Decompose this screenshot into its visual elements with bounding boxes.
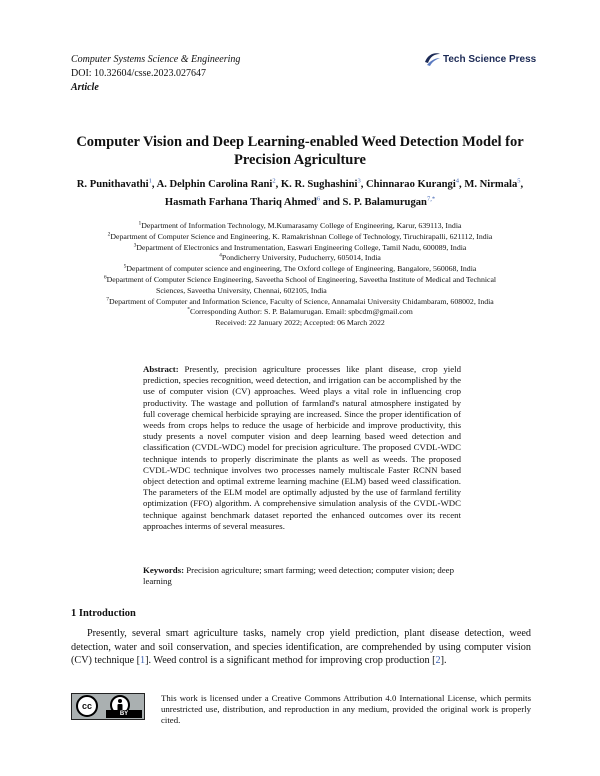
- affiliation: $^6$Department of Computer Science Engineering, Saveetha School of Engineering, Saveetha Institute of Medical and Technical: [103, 274, 497, 284]
- article-type: Article: [71, 82, 99, 93]
- section-heading-introduction: 1 Introduction: [71, 608, 136, 619]
- affiliation: $^5$Department of computer science and engineering, The Oxford college of Engineering, Bangalore, 560068, India: [123, 263, 477, 274]
- author-name[interactable]: R. Punithavathi$^1$: [76, 177, 152, 190]
- affiliation: $^4$Pondicherry University, Puducherry, 605014, India: [219, 252, 381, 263]
- abstract: [143, 364, 461, 532]
- author-name[interactable]: M. Nirmala$^5$: [464, 177, 521, 190]
- keywords: [143, 565, 461, 587]
- publisher-logo: [423, 50, 537, 68]
- author-name[interactable]: K. R. Sughashini$^3$: [280, 177, 361, 190]
- author-name[interactable]: S. P. Balamurugan$^{7,*}$: [342, 195, 436, 208]
- author-name[interactable]: Hasmath Farhana Thariq Ahmed$^6$: [164, 195, 321, 208]
- affiliation: $^7$Department of Computer and Information Science, Faculty of Science, Annamalai University Chidambaram, 608002, India: [106, 295, 494, 306]
- citation-link[interactable]: 1: [140, 655, 146, 667]
- license-notice: This work is licensed under a Creative Commons Attribution 4.0 International License, which permits unrestricted use, distribution, and reproduction in any medium, provided the original work is properly cited.: [161, 693, 531, 725]
- journal-name: Computer Systems Science & Engineering: [71, 54, 241, 65]
- title-line-2: Precision Agriculture: [234, 152, 366, 168]
- corresponding-author[interactable]: *Corresponding Author: S. P. Balamurugan. Email: spbcdm@gmail.com: [187, 306, 413, 317]
- affiliation: $^2$Department of Computer Science and Engineering, K. Ramakrishnan College of Technology, Tiruchirapalli, 621112, India: [107, 231, 493, 241]
- affiliations: [60, 221, 540, 329]
- introduction-paragraph: Presently, several smart agriculture tasks, namely crop yield prediction, plant disease detection, weed detection, water and soil conservation, and species identification, are comprehended by using computer vision (CV) technique [1]. Weed control is a significant method for improving crop production [2].: [71, 628, 531, 667]
- keywords-label: Keywords:: [143, 565, 185, 575]
- publisher-name: Tech Science Press: [443, 53, 537, 65]
- creative-commons-icon: cc: [76, 695, 98, 717]
- paper-title: [70, 133, 530, 169]
- citation-link[interactable]: 2: [435, 655, 441, 667]
- by-label: BY: [106, 710, 142, 718]
- affiliation: $^1$Department of Information Technology, M.Kumarasamy College of Engineering, Karur, 639113, India: [138, 220, 462, 230]
- abstract-label: Abstract:: [143, 364, 179, 374]
- title-line-1: Computer Vision and Deep Learning-enabled Weed Detection Model for: [76, 134, 524, 150]
- author-name[interactable]: A. Delphin Carolina Rani$^2$: [156, 177, 276, 190]
- author-name[interactable]: Chinnarao Kurangi$^4$: [366, 177, 460, 190]
- cc-by-license-badge[interactable]: [71, 693, 145, 720]
- received-accepted-dates: Received: 22 January 2022; Accepted: 06 March 2022: [215, 318, 385, 328]
- keywords-text: Precision agriculture; smart farming; weed detection; computer vision; deep learning: [143, 565, 454, 587]
- author-list: R. Punithavathi$^1$, A. Delphin Carolina Rani$^2$, K. R. Sughashini$^3$, Chinnarao Kurangi$^4$, M. Nirmala$^5$, Hasmath Farhana Thariq Ahmed$^6$ and S. P. Balamurugan$^{7,*}$: [76, 177, 524, 208]
- abstract-text: Presently, precision agriculture processes like plant disease, crop yield prediction, species recognition, weed detection, and irrigation can be accomplished by the use of computer vision (CV) approaches. Weed plays a vital role in influencing crop productivity. The wastage and pollution of farmland's natural atmosphere instigated by full coverage chemical herbicide spraying are increased. Since the proper identification of weeds from crops helps to reduce the usage of herbicide and improve productivity, this study presents a novel computer vision and deep learning based weed detection and classification (CVDL-WDC) model for precision agriculture. The proposed CVDL-WDC technique intends to properly discriminate the plants as well as weeds. The proposed CVDL-WDC technique involves two processes namely multiscale Faster RCNN based object detection and optimal extreme learning machine (ELM) based weed classification. The parameters of the ELM model are optimally adjusted by the use of farmland fertility optimization (FFO) algorithm. A comprehensive simulation analysis of the CVDL-WDC technique against benchmark dataset reported the enhanced outcomes over its recent approaches interms of several measures.: [143, 364, 461, 531]
- affiliation-continued: Sciences, Saveetha University, Chennai, 602105, India: [156, 285, 327, 295]
- publisher-swoosh-icon: [423, 50, 441, 68]
- doi: DOI: 10.32604/csse.2023.027647: [71, 68, 206, 79]
- affiliation: $^3$Department of Electronics and Instrumentation, Easwari Engineering College, Tamil Nadu, 600089, India: [133, 242, 467, 252]
